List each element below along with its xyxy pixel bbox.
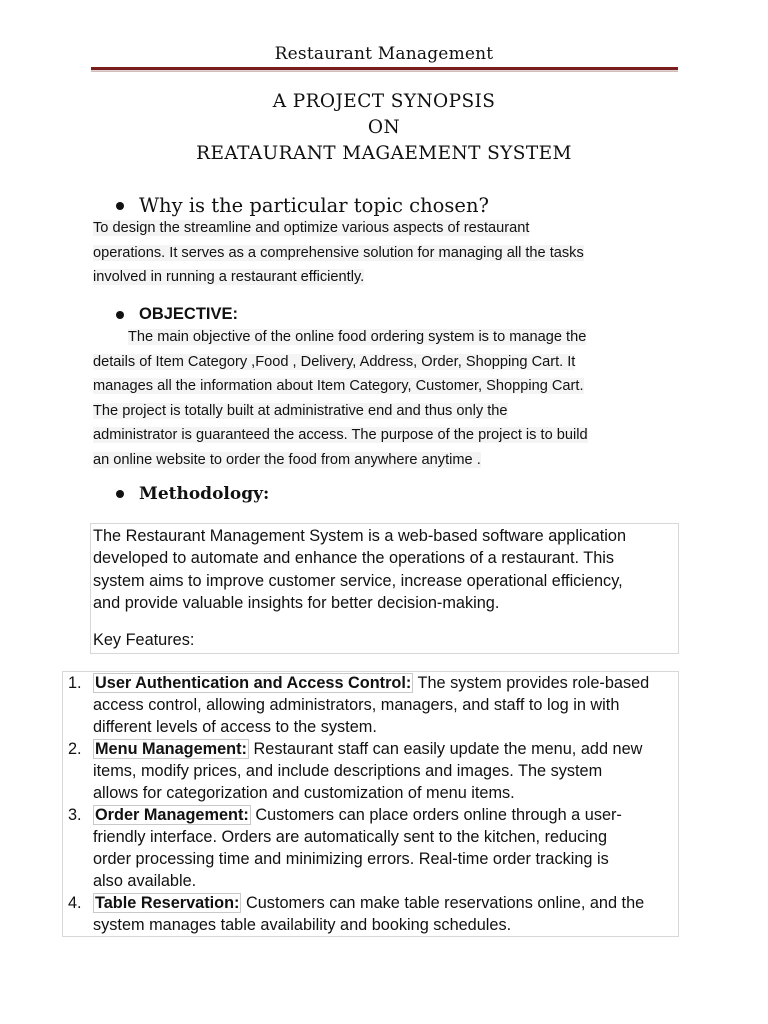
feature-text: The system provides role-based bbox=[413, 674, 650, 692]
list-number: 1. bbox=[68, 674, 82, 692]
list-item bbox=[62, 892, 676, 936]
methodology-line: and provide valuable insights for better decision-making. bbox=[93, 593, 500, 612]
why-line: operations. It serves as a comprehensive solution for managing all the tasks bbox=[93, 244, 584, 261]
list-item bbox=[62, 672, 676, 738]
methodology-heading-text: Methodology: bbox=[139, 484, 270, 504]
feature-text: order processing time and minimizing errors. Real-time order tracking is bbox=[93, 850, 609, 868]
methodology-line: developed to automate and enhance the operations of a restaurant. This bbox=[93, 549, 615, 568]
feature-title: User Authentication and Access Control: bbox=[95, 674, 412, 692]
methodology-line: The Restaurant Management System is a web-based software application bbox=[93, 527, 627, 545]
key-features-label: Key Features: bbox=[93, 631, 195, 649]
feature-text: also available. bbox=[93, 872, 197, 890]
feature-text: Customers can place orders online through a user- bbox=[250, 806, 622, 824]
list-number: 3. bbox=[68, 806, 82, 824]
objective-heading-text: OBJECTIVE: bbox=[139, 305, 239, 323]
feature-text: allows for categorization and customization of menu items. bbox=[93, 784, 515, 802]
why-heading-text: Why is the particular topic chosen? bbox=[139, 194, 489, 217]
header-rule-bar bbox=[91, 67, 678, 70]
objective-heading bbox=[116, 305, 238, 324]
methodology-paragraph bbox=[93, 525, 676, 614]
feature-text: Customers can make table reservations online, and the bbox=[241, 894, 645, 912]
feature-text: items, modify prices, and include descriptions and images. The system bbox=[93, 762, 603, 780]
objective-line: an online website to order the food from anywhere anytime . bbox=[93, 451, 481, 468]
feature-text: different levels of access to the system. bbox=[93, 718, 377, 736]
title-line-2: ON bbox=[367, 117, 401, 138]
bullet-icon bbox=[116, 311, 124, 319]
document-header-title: Restaurant Management bbox=[274, 44, 494, 64]
objective-line: The main objective of the online food ordering system is to manage the bbox=[128, 329, 587, 345]
header-rule-thin bbox=[91, 71, 678, 72]
list-number: 2. bbox=[68, 740, 82, 758]
objective-line: details of Item Category ,Food , Delivery, Address, Order, Shopping Cart. It bbox=[93, 353, 576, 370]
why-paragraph bbox=[93, 216, 663, 290]
why-heading bbox=[116, 194, 489, 217]
header-rule bbox=[91, 67, 678, 72]
methodology-line: system aims to improve customer service, increase operational efficiency, bbox=[93, 571, 623, 590]
title-line-1: A PROJECT SYNOPSIS bbox=[272, 91, 496, 112]
list-number: 4. bbox=[68, 894, 82, 912]
bullet-icon bbox=[116, 490, 124, 498]
list-item bbox=[62, 738, 676, 804]
feature-text: system manages table availability and booking schedules. bbox=[93, 916, 512, 934]
methodology-heading bbox=[116, 484, 269, 504]
objective-line: The project is totally built at administrative end and thus only the bbox=[93, 402, 508, 419]
feature-title: Menu Management: bbox=[95, 740, 247, 758]
feature-title: Table Reservation: bbox=[95, 894, 240, 912]
title-line-3: REATAURANT MAGAEMENT SYSTEM bbox=[196, 143, 572, 164]
feature-text: Restaurant staff can easily update the menu, add new bbox=[248, 740, 643, 758]
list-item bbox=[62, 804, 676, 892]
feature-text: access control, allowing administrators, managers, and staff to log in with bbox=[93, 696, 620, 714]
why-line: involved in running a restaurant efficiently. bbox=[93, 269, 365, 285]
objective-paragraph bbox=[93, 325, 668, 472]
why-line: To design the streamline and optimize various aspects of restaurant bbox=[93, 220, 530, 236]
feature-title: Order Management: bbox=[95, 806, 249, 824]
bullet-icon bbox=[116, 202, 124, 210]
features-list bbox=[62, 672, 676, 936]
objective-line: administrator is guaranteed the access. The purpose of the project is to build bbox=[93, 427, 588, 443]
feature-text: friendly interface. Orders are automatically sent to the kitchen, reducing bbox=[93, 828, 608, 846]
objective-line: manages all the information about Item Category, Customer, Shopping Cart. bbox=[93, 378, 584, 394]
